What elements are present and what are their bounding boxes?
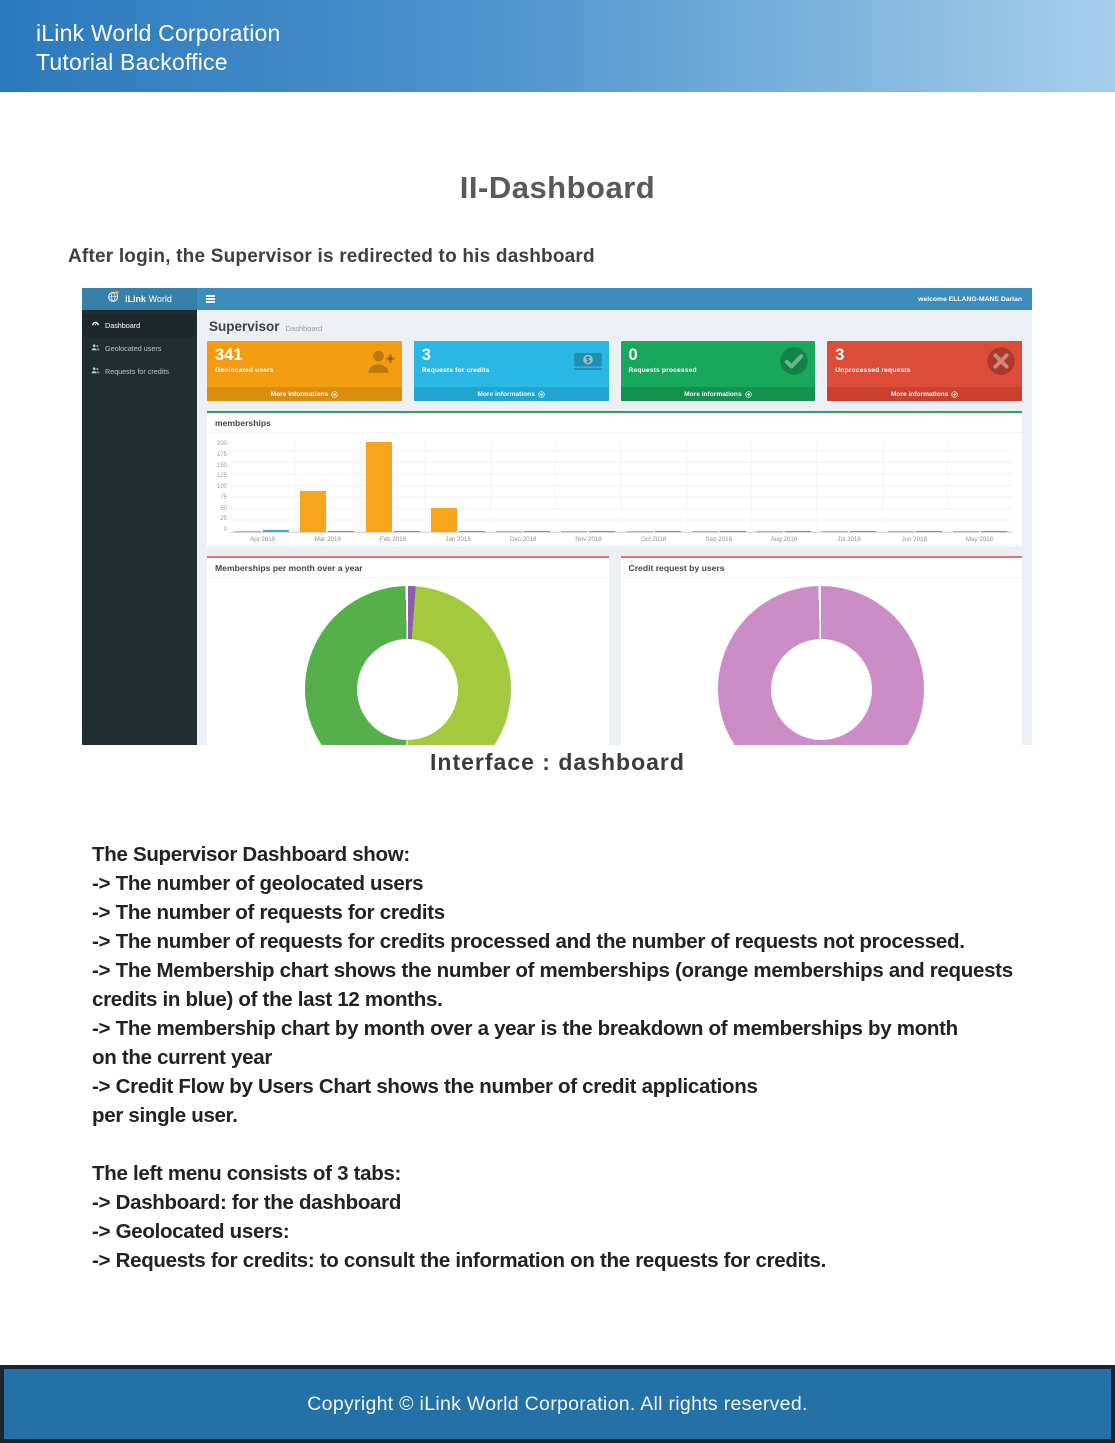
sidebar — [82, 310, 197, 745]
x-tick-label: Aug 2018 — [770, 536, 798, 543]
bar-requests-credits — [589, 531, 615, 532]
sidebar-item-label: Geolocated users — [105, 344, 162, 353]
bar-group-sep-2018 — [686, 441, 751, 532]
memberships-bar-chart — [207, 433, 1022, 546]
stat-card-unprocessed-requests — [827, 341, 1022, 401]
body-text-line: The Supervisor Dashboard show: — [92, 843, 410, 866]
bar-memberships — [235, 531, 261, 532]
body-text-line: on the current year — [92, 1046, 272, 1069]
x-tick-label: Apr 2019 — [250, 536, 276, 543]
body-text-line: The left menu consists of 3 tabs: — [92, 1162, 402, 1185]
bar-memberships — [953, 531, 979, 532]
bar-requests-credits — [655, 531, 681, 532]
more-informations-label: More informations — [890, 390, 949, 398]
body-text-line: credits in blue) of the last 12 months. — [92, 988, 443, 1011]
stat-value: 0 — [628, 346, 638, 364]
page-title: Supervisor — [209, 319, 280, 334]
bar-memberships — [692, 531, 718, 532]
sidebar-item-dashboard[interactable] — [82, 314, 197, 337]
page-heading — [209, 319, 1022, 334]
body-text-line: -> Requests for credits: to consult the information on the requests for credits. — [92, 1249, 827, 1272]
brand-name: iLink World — [125, 294, 172, 304]
bar-memberships — [822, 531, 848, 532]
dashboard-main — [197, 310, 1032, 745]
y-tick-label: 50 — [220, 505, 227, 512]
screenshot-caption: Interface : dashboard — [430, 749, 685, 775]
bar-memberships — [888, 531, 914, 532]
x-tick-label: Jul 2018 — [837, 536, 861, 543]
user-menu[interactable]: welcome ELLANG-MANE Darlan — [918, 295, 1022, 303]
document-header — [0, 0, 1115, 92]
bar-requests-credits — [981, 531, 1007, 532]
donut-hole — [357, 639, 458, 740]
y-tick-label: 25 — [220, 516, 227, 523]
bar-group-aug-2018 — [751, 441, 816, 532]
x-tick-label: May 2018 — [965, 536, 994, 543]
body-text-line: -> The membership chart by month over a year is the breakdown of memberships by month — [92, 1017, 958, 1040]
bar-requests-credits — [328, 531, 354, 532]
arrow-circle-icon — [538, 391, 545, 398]
sidebar-item-label: Dashboard — [105, 321, 141, 330]
x-tick-label: Nov 2018 — [575, 536, 602, 543]
navbar-bar — [197, 288, 1032, 310]
credit-request-donut-panel — [621, 556, 1023, 745]
stat-card-geolocated-users — [207, 341, 402, 401]
userplus-icon — [366, 346, 396, 376]
body-text-line: -> Credit Flow by Users Chart shows the number of credit applications — [92, 1075, 758, 1098]
body-text-line: -> The number of requests for credits processed and the number of requests not processed. — [92, 930, 965, 953]
gauge-icon — [91, 320, 100, 331]
section-title: II-Dashboard — [459, 170, 656, 205]
sidebar-item-geolocated-users[interactable] — [82, 337, 197, 360]
arrow-circle-icon — [331, 391, 338, 398]
bar-group-jun-2018 — [882, 441, 947, 532]
arrow-circle-icon — [745, 391, 752, 398]
body-text-line: -> The number of requests for credits — [92, 901, 445, 924]
sidebar-item-requests-for-credits[interactable] — [82, 360, 197, 383]
credit-request-donut-title: Credit request by users — [621, 558, 1023, 578]
stat-value: 3 — [835, 346, 845, 364]
memberships-donut-chart — [305, 586, 511, 745]
stat-label: Requests for credits — [421, 367, 490, 374]
stat-label: Unprocessed requests — [835, 367, 911, 374]
y-tick-label: 200 — [216, 441, 227, 447]
stat-cards-row — [207, 341, 1022, 401]
x-tick-label: Jan 2019 — [445, 536, 471, 543]
donut-hole — [771, 639, 872, 740]
x-tick-label: Dec 2018 — [510, 536, 537, 543]
arrow-circle-icon — [951, 391, 958, 398]
bar-group-jul-2018 — [816, 441, 881, 532]
body-text-line: per single user. — [92, 1104, 238, 1127]
stat-label: Geolocated users — [215, 367, 274, 374]
intro-text: After login, the Supervisor is redirected to his dashboard — [68, 246, 595, 267]
bar-memberships — [496, 531, 522, 532]
body-text-line: -> The number of geolocated users — [92, 872, 424, 895]
bar-chart-y-axis — [213, 441, 230, 533]
x-tick-label: Sep 2018 — [705, 536, 733, 543]
bar-requests-credits — [524, 531, 550, 532]
dashboard-screenshot — [82, 288, 1032, 745]
bar-group-apr-2019 — [230, 441, 294, 532]
bar-group-nov-2018 — [555, 441, 620, 532]
bar-group-oct-2018 — [621, 441, 686, 532]
more-informations-link[interactable] — [621, 387, 816, 401]
stat-label: Requests processed — [628, 367, 697, 374]
x-tick-label: Oct 2018 — [641, 536, 667, 543]
bar-group-jan-2019 — [425, 441, 490, 532]
bar-chart-x-labels — [230, 536, 1012, 543]
bar-chart-plot-area — [230, 441, 1012, 533]
bar-requests-credits — [720, 531, 746, 532]
body-text-line: -> Dashboard: for the dashboard — [92, 1191, 402, 1214]
document-footer — [0, 1365, 1115, 1443]
memberships-panel — [207, 411, 1022, 546]
hamburger-icon — [206, 295, 215, 297]
body-text-spacer — [92, 1130, 1065, 1159]
globe-pin-icon — [107, 290, 120, 308]
more-informations-link[interactable] — [414, 387, 609, 401]
bar-memberships — [757, 531, 783, 532]
company-name: iLink World Corporation — [36, 20, 281, 46]
money-icon — [573, 346, 603, 376]
check-icon — [779, 346, 809, 376]
copyright-text: Copyright © iLink World Corporation. All rights reserved. — [307, 1392, 808, 1415]
cross-icon — [986, 346, 1016, 376]
bar-memberships — [561, 531, 587, 532]
more-informations-link[interactable] — [207, 387, 402, 401]
y-tick-label: 0 — [223, 527, 227, 533]
bar-requests-credits — [916, 531, 942, 532]
bar-requests-credits — [459, 531, 485, 532]
y-tick-label: 150 — [216, 462, 227, 469]
more-informations-label: More informations — [270, 390, 329, 398]
users-icon — [91, 366, 100, 377]
more-informations-label: More informations — [477, 390, 535, 398]
body-text — [92, 840, 1065, 1275]
bar-requests-credits — [394, 531, 420, 532]
x-tick-label: Mar 2019 — [314, 536, 341, 543]
body-text-line: -> The Membership chart shows the number of memberships (orange memberships and requests — [92, 959, 1013, 982]
users-icon — [91, 343, 100, 354]
bar-memberships — [366, 442, 392, 532]
body-text-line: -> Geolocated users: — [92, 1220, 290, 1243]
bar-requests-credits — [850, 531, 876, 532]
sidebar-toggle-button[interactable] — [197, 288, 224, 310]
bar-memberships — [300, 491, 326, 532]
y-tick-label: 75 — [220, 494, 227, 501]
dashboard-navbar — [82, 288, 1032, 310]
bar-requests-credits — [785, 531, 811, 532]
memberships-donut-panel — [207, 556, 609, 745]
x-tick-label: Feb 2019 — [379, 536, 406, 543]
bar-memberships — [431, 508, 457, 532]
stat-value: 341 — [215, 346, 243, 364]
stat-value: 3 — [421, 346, 431, 364]
bar-group-may-2018 — [947, 441, 1012, 532]
stat-card-requests-processed — [621, 341, 816, 401]
bar-memberships — [627, 531, 653, 532]
y-tick-label: 100 — [216, 484, 227, 490]
bar-group-mar-2019 — [294, 441, 359, 532]
bar-requests-credits — [263, 530, 289, 532]
memberships-donut-title: Memberships per month over a year — [207, 558, 609, 578]
y-tick-label: 175 — [216, 451, 227, 458]
brand-logo[interactable] — [82, 288, 197, 310]
more-informations-label: More informations — [684, 390, 742, 398]
document-subtitle: Tutorial Backoffice — [36, 49, 228, 75]
bar-group-dec-2018 — [490, 441, 555, 532]
y-tick-label: 125 — [216, 473, 227, 480]
stat-card-requests-for-credits — [414, 341, 609, 401]
credit-request-donut-chart — [718, 586, 924, 745]
breadcrumb: Dashboard — [285, 324, 323, 333]
more-informations-link[interactable] — [827, 387, 1022, 401]
memberships-panel-title: memberships — [207, 413, 1022, 433]
bar-group-feb-2019 — [360, 441, 425, 532]
x-tick-label: Jun 2018 — [901, 536, 928, 543]
sidebar-item-label: Requests for credits — [105, 367, 169, 376]
